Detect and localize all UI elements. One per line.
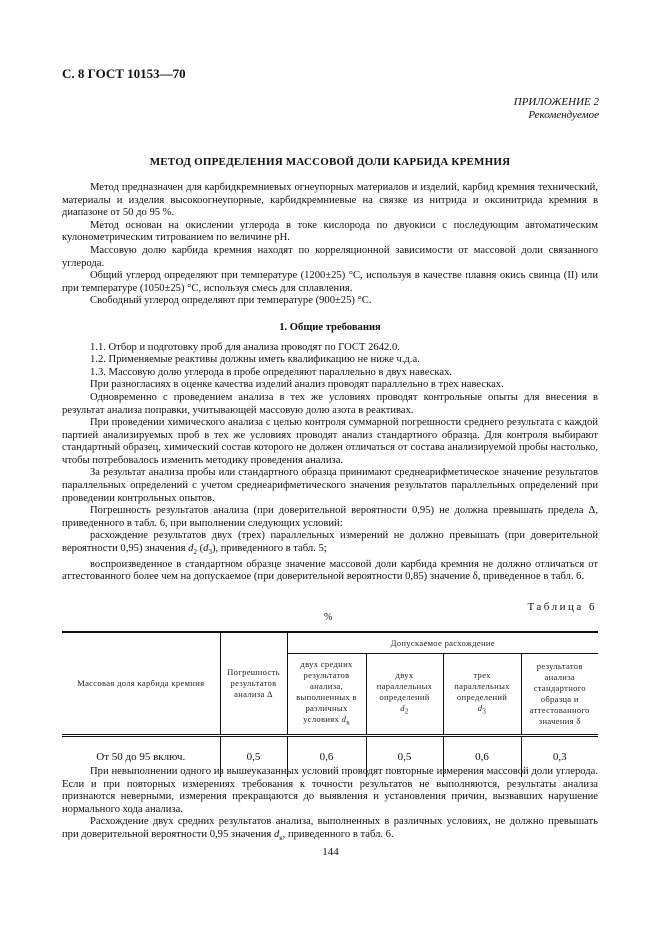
paragraph: Метод предназначен для карбидкремниевых огнеупорных материалов и изделий, карбид кремния технический, материалы и изделия высокоогнеупорные, карбидкремниевые на связке из нитрида и оксинитрида кремния в диапазоне от 50 до 95 %. bbox=[62, 182, 598, 219]
table-cell: 0,5 bbox=[366, 736, 443, 778]
col-header-d2: двух параллельных определений $d_2$ bbox=[366, 654, 443, 736]
table-cell: 0,5 bbox=[220, 736, 287, 778]
col-header-delta: результатов анализа стандартного образца и аттестованного значения δ bbox=[521, 654, 598, 736]
col-header-mass-fraction: Массовая доля карбида кремния bbox=[62, 632, 220, 736]
paragraph: Метод основан на окислении углерода в токе кислорода по двуокиси с последующим автоматическим кулонометрическим титрованием по величине pH. bbox=[62, 219, 598, 244]
condition-2: воспроизведенное в стандартном образце значение массовой доли карбида кремния не должно отличаться от аттестованного более чем на допускаемое (при доверительной вероятности 0,85) значение δ, приведенное в табл. 6. bbox=[62, 558, 598, 583]
page-number: 144 bbox=[322, 846, 339, 858]
col-header-d3: трех параллельных определений $d_3$ bbox=[443, 654, 521, 736]
col-header-error: Погрешность результатов анализа Δ bbox=[220, 632, 287, 736]
table-cell: От 50 до 95 включ. bbox=[62, 736, 220, 778]
paragraph: 1.1. Отбор и подготовку проб для анализа проводят по ГОСТ 2642.0. bbox=[90, 341, 400, 353]
paragraph: Погрешность результатов анализа (при доверительной вероятности 0,95) не должна превышать предела Δ, приведенного в табл. 6, при выполнении следующих условий: bbox=[62, 505, 598, 529]
table-unit: % bbox=[324, 612, 333, 623]
appendix-number: ПРИЛОЖЕНИЕ 2 bbox=[513, 96, 599, 108]
paragraph: 1.3. Массовую долю углерода в пробе определяют параллельно в двух навесках. bbox=[90, 366, 453, 378]
paragraph: Свободный углерод определяют при температуре (900±25) °С. bbox=[90, 295, 372, 307]
section-heading: 1. Общие требования bbox=[279, 321, 381, 333]
table-cell: 0,6 bbox=[443, 736, 521, 778]
paragraph: При разногласиях в оценке качества изделий анализ проводят параллельно в трех навесках. bbox=[90, 379, 504, 391]
paragraph: 1.2. Применяемые реактивы должны иметь квалификацию не ниже ч.д.а. bbox=[90, 354, 420, 366]
paragraph: Расхождение двух средних результатов анализа, выполненных в различных условиях, не должно превышать при доверительной вероятности 0,95 значения $d_к$, приведенного в табл. 6. bbox=[62, 816, 598, 843]
document-title: МЕТОД ОПРЕДЕЛЕНИЯ МАССОВОЙ ДОЛИ КАРБИДА КРЕМНИЯ bbox=[149, 156, 511, 168]
paragraph: Массовую долю карбида кремния находят по корреляционной зависимости от массовой доли связанного углерода. bbox=[62, 244, 598, 269]
col-group-header: Допускаемое расхождение bbox=[287, 632, 598, 654]
table-cell: 0,6 bbox=[287, 736, 366, 778]
intro-text bbox=[62, 182, 598, 584]
paragraph: При проведении химического анализа с целью контроля суммарной погрешности среднего результата с каждой партией анализируемых проб в тех же условиях проводят анализ стандартного образца. Для контроля выбирают стандартный образец, химический состав которого не должен отличаться от состава анализируемой пробы настолько, чтобы потребовалось изменить методику проведения анализа. bbox=[62, 417, 598, 466]
table-cell: 0,3 bbox=[521, 736, 598, 778]
table-6 bbox=[62, 631, 598, 777]
condition-1: расхождение результатов двух (трех) параллельных измерений не должно превышать (при доверительной вероятности 0,95) значения $d_2$ $(d_3)$, приведенного в табл. 5; bbox=[62, 530, 598, 557]
paragraph: За результат анализа пробы или стандартного образца принимают среднеарифметическое значение результатов параллельных определений с учетом среднеарифметического значения результатов параллельных определений при проведении контрольных опытов. bbox=[62, 467, 598, 504]
col-header-dk: двух средних результатов анализа, выполненных в различных условиях $d_к$ bbox=[287, 654, 366, 736]
after-table-text bbox=[62, 766, 598, 845]
table-label: Таблица 6 bbox=[527, 601, 597, 613]
appendix-label bbox=[514, 96, 599, 122]
appendix-status: Рекомендуемое bbox=[528, 109, 599, 121]
paragraph: При невыполнении одного из вышеуказанных условий проводят повторные измерения массовой доли углерода. Если и при повторных измерениях требования к точности результатов не выполняются, результаты анализа признаются неверными, измерения прекращаются до выявления и установления причин, вызвавших нарушение нормального хода анализа. bbox=[62, 766, 598, 815]
paragraph: Общий углерод определяют при температуре (1200±25) °С, используя в качестве плавня окись свинца (II) или при температуре (1050±25) °С, используя смесь для сплавления. bbox=[62, 270, 598, 294]
page-header: С. 8 ГОСТ 10153—70 bbox=[62, 66, 186, 81]
paragraph: Одновременно с проведением анализа в тех же условиях проводят контрольные опыты для внесения в результат анализа поправки, учитывающей массовую долю азота в реактивах. bbox=[62, 391, 598, 416]
